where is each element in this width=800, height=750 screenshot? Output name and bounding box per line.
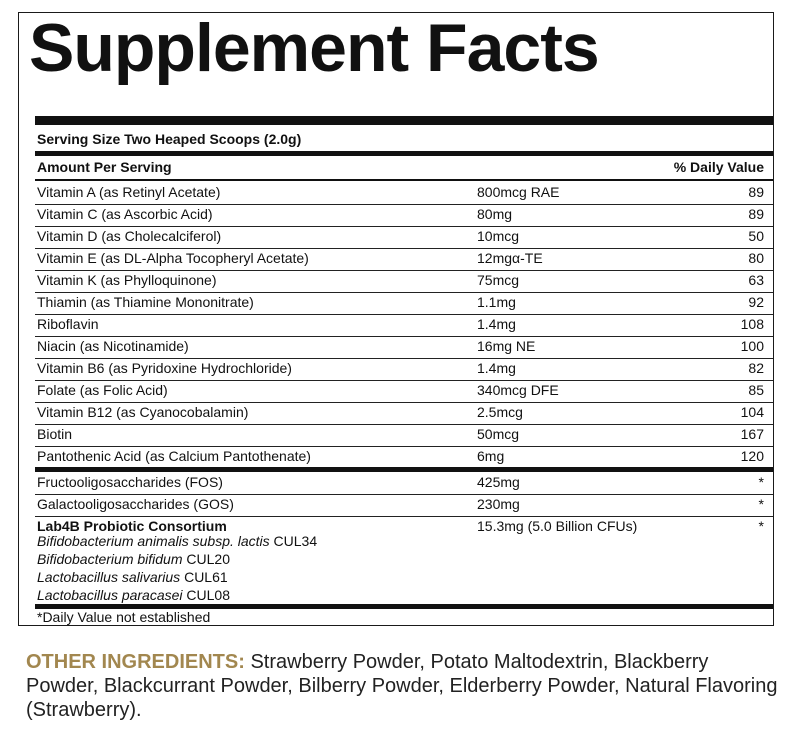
nutrient-amount: 12mgα-TE [477,250,543,266]
nutrient-row [37,226,764,247]
strain-species: Lactobacillus salivarius [37,569,181,585]
nutrient-name: Pantothenic Acid (as Calcium Pantothenate) [37,448,311,464]
probiotic-name: Lab4B Probiotic Consortium [37,518,227,534]
nutrient-dv: * [758,474,764,490]
nutrient-row [37,494,764,515]
strain-code: CUL34 [273,533,318,549]
nutrient-name: Vitamin K (as Phylloquinone) [37,272,217,288]
nutrient-row [37,248,764,269]
serving-divider [35,151,773,156]
title-divider [35,116,773,125]
nutrient-name: Riboflavin [37,316,99,332]
nutrient-dv: 89 [748,206,764,222]
serving-size: Serving Size Two Heaped Scoops (2.0g) [37,131,302,147]
nutrient-dv: 104 [740,404,764,420]
nutrient-dv: 82 [748,360,764,376]
nutrient-amount: 800mcg RAE [477,184,560,200]
strain-item [37,550,230,569]
probiotic-dv: * [758,518,764,534]
probiotic-amount: 15.3mg (5.0 Billion CFUs) [477,518,638,534]
nutrient-name: Biotin [37,426,73,442]
nutrient-name: Vitamin D (as Cholecalciferol) [37,228,222,244]
header-divider [35,179,773,181]
nutrient-amount: 425mg [477,474,520,490]
nutrient-amount: 80mg [477,206,513,222]
footnote: *Daily Value not established [37,609,211,625]
nutrient-name: Vitamin C (as Ascorbic Acid) [37,206,213,222]
nutrient-row [37,204,764,225]
nutrient-name: Vitamin A (as Retinyl Acetate) [37,184,221,200]
nutrient-row [37,270,764,291]
nutrient-dv: 167 [740,426,764,442]
nutrient-row [37,424,764,445]
panel-title: Supplement Facts [29,10,599,86]
supplement-facts-panel [18,12,774,626]
strain-species: Bifidobacterium bifidum [37,551,183,567]
nutrient-name: Vitamin E (as DL-Alpha Tocopheryl Acetate) [37,250,309,266]
nutrient-amount: 50mcg [477,426,520,442]
nutrient-row [37,472,764,493]
nutrient-row [37,182,764,203]
strain-item [37,586,230,605]
nutrient-dv: 89 [748,184,764,200]
nutrient-dv: 63 [748,272,764,288]
other-ingredients [26,650,786,722]
nutrient-dv: 50 [748,228,764,244]
strain-species: Bifidobacterium animalis subsp. lactis [37,533,270,549]
nutrient-dv: 85 [748,382,764,398]
nutrient-row [37,292,764,313]
other-ingredients-text: Strawberry Powder, Potato Maltodextrin, Blackberry Powder, Blackcurrant Powder, Bilberry Powder, Elderberry Powder, Natural Flavoring (Strawberry). [26,651,778,721]
nutrient-amount: 10mcg [477,228,520,244]
daily-value-header: % Daily Value [673,159,764,175]
strain-code: CUL20 [186,551,230,567]
strain-item [37,568,228,587]
nutrient-row [37,402,764,423]
nutrient-name: Galactooligosaccharides (GOS) [37,496,234,512]
nutrient-amount: 340mcg DFE [477,382,559,398]
nutrient-amount: 6mg [477,448,505,464]
nutrient-name: Vitamin B6 (as Pyridoxine Hydrochloride) [37,360,292,376]
nutrient-amount: 230mg [477,496,520,512]
nutrient-amount: 2.5mcg [477,404,523,420]
nutrient-dv: 120 [740,448,764,464]
nutrient-row [37,358,764,379]
nutrient-amount: 16mg NE [477,338,536,354]
nutrient-dv: * [758,496,764,512]
nutrient-name: Thiamin (as Thiamine Mononitrate) [37,294,254,310]
strain-code: CUL61 [184,569,228,585]
nutrient-row [37,446,764,467]
nutrient-dv: 80 [748,250,764,266]
nutrient-name: Vitamin B12 (as Cyanocobalamin) [37,404,249,420]
nutrient-dv: 108 [740,316,764,332]
nutrient-row [37,336,764,357]
other-ingredients-heading: OTHER INGREDIENTS: [26,651,245,673]
nutrient-dv: 100 [740,338,764,354]
strain-species: Lactobacillus paracasei [37,587,183,603]
strain-code: CUL08 [186,587,231,603]
nutrient-amount: 1.1mg [477,294,516,310]
nutrient-amount: 1.4mg [477,316,516,332]
nutrient-row [37,380,764,401]
nutrient-row [37,314,764,335]
nutrient-name: Folate (as Folic Acid) [37,382,168,398]
nutrient-dv: 92 [748,294,764,310]
amount-per-serving-header: Amount Per Serving [37,159,172,175]
nutrient-name: Niacin (as Nicotinamide) [37,338,189,354]
nutrient-amount: 1.4mg [477,360,516,376]
nutrient-amount: 75mcg [477,272,520,288]
nutrient-name: Fructooligosaccharides (FOS) [37,474,223,490]
strain-item [37,532,317,551]
